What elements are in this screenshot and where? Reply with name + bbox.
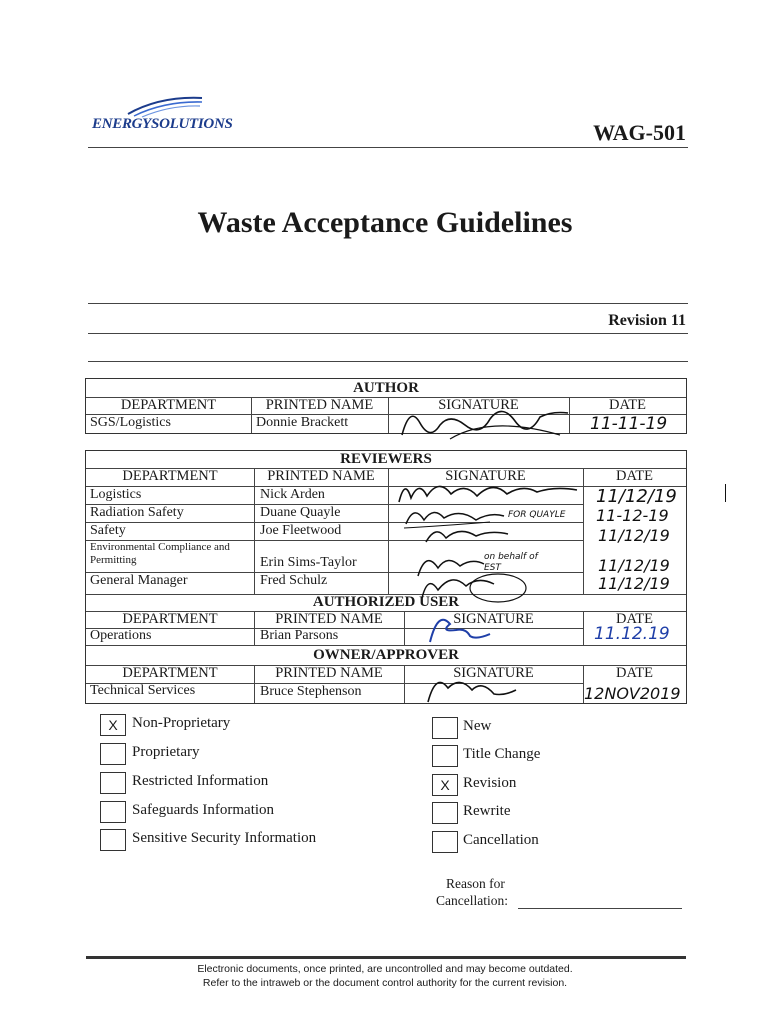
reviewer-date-quayle: 11-12-19: [596, 506, 669, 525]
owner-col-date: DATE: [615, 665, 654, 681]
checkbox-new[interactable]: [432, 717, 458, 739]
reviewer-name: Joe Fleetwood: [260, 523, 342, 538]
reviewer-date-schulz: 11/12/19: [598, 574, 670, 593]
label-new: New: [463, 718, 492, 734]
logo-wordmark: ENERGYSOLUTIONS: [92, 116, 233, 132]
row-divider: [86, 645, 686, 646]
authorized-col-printed-name: PRINTED NAME: [275, 611, 383, 627]
reviewer-note-quayle: FOR QUAYLE: [508, 510, 566, 520]
author-department: SGS/Logistics: [90, 415, 171, 430]
title-rule-2: [88, 333, 688, 334]
reviewer-department: Radiation Safety: [90, 505, 184, 520]
authorized-department: Operations: [90, 628, 152, 643]
reviewers-heading: REVIEWERS: [340, 451, 432, 467]
owner-approver-heading: OWNER/APPROVER: [313, 647, 459, 663]
owner-col-department: DEPARTMENT: [122, 665, 218, 681]
revision-label: Revision 11: [608, 312, 686, 329]
header-rule: [88, 147, 688, 148]
label-non-proprietary: Non-Proprietary: [132, 715, 231, 731]
reviewer-department: General Manager: [90, 573, 188, 588]
authorized-col-date: DATE: [615, 611, 654, 627]
document-number: WAG-501: [593, 120, 686, 145]
authorized-name: Brian Parsons: [260, 628, 339, 643]
checkbox-proprietary[interactable]: [100, 743, 126, 765]
checkbox-non-proprietary[interactable]: X: [100, 714, 126, 736]
reviewers-col-department: DEPARTMENT: [122, 468, 218, 484]
label-title-change: Title Change: [463, 746, 541, 762]
reviewer-name: Duane Quayle: [260, 505, 341, 520]
reviewer-department: Logistics: [90, 487, 142, 502]
author-col-department: DEPARTMENT: [120, 397, 217, 413]
owner-name: Bruce Stephenson: [260, 684, 362, 699]
checkbox-safeguards-information[interactable]: [100, 801, 126, 823]
title-rule-1: [88, 303, 688, 304]
author-name: Donnie Brackett: [256, 415, 349, 430]
document-title: Waste Acceptance Guidelines: [197, 206, 573, 239]
label-revision: Revision: [463, 775, 517, 791]
label-rewrite: Rewrite: [463, 803, 511, 819]
label-safeguards-information: Safeguards Information: [132, 802, 275, 818]
author-col-printed-name: PRINTED NAME: [265, 397, 374, 413]
title-rule-3: [88, 361, 688, 362]
reviewer-date-fleetwood: 11/12/19: [598, 526, 670, 545]
margin-mark: [725, 484, 726, 502]
reason-label-line1: Reason for: [446, 876, 505, 891]
owner-col-printed-name: PRINTED NAME: [275, 665, 383, 681]
reviewer-name: Nick Arden: [260, 487, 325, 502]
reason-input-line[interactable]: [518, 908, 682, 909]
author-col-signature: SIGNATURE: [438, 397, 519, 413]
footer-notice: [0, 962, 770, 990]
owner-department: Technical Services: [90, 683, 196, 698]
authorized-user-heading: AUTHORIZED USER: [312, 594, 460, 610]
authorized-col-department: DEPARTMENT: [122, 611, 218, 627]
reviewer-department: Environmental Compliance and Permitting: [90, 541, 230, 566]
reviewer-note-sims-taylor: on behalf of EST: [484, 552, 538, 573]
owner-signature: [420, 666, 520, 711]
reviewer-department: Safety: [90, 523, 126, 538]
reviewer-date-arden: 11/12/19: [596, 486, 677, 507]
reviewers-col-signature: SIGNATURE: [445, 468, 526, 484]
author-col-date: DATE: [608, 397, 647, 413]
checkbox-restricted-information[interactable]: [100, 772, 126, 794]
footer-line-2: Refer to the intraweb or the document control authority for the current revision.: [202, 977, 568, 989]
authorized-col-signature: SIGNATURE: [453, 611, 534, 627]
checkbox-title-change[interactable]: [432, 745, 458, 767]
checkbox-cancellation[interactable]: [432, 831, 458, 853]
author-signature: [390, 395, 580, 448]
authorized-signature: [420, 604, 500, 651]
col-divider: [388, 468, 389, 594]
reviewer-signature-schulz: [418, 568, 538, 609]
reason-label-line2: Cancellation:: [436, 893, 508, 908]
author-date: 11-11-19: [590, 414, 668, 434]
label-proprietary: Proprietary: [132, 744, 200, 760]
footer-line-1: Electronic documents, once printed, are uncontrolled and may become outdated.: [197, 963, 573, 975]
label-cancellation: Cancellation: [463, 832, 539, 848]
reviewer-date-sims-taylor: 11/12/19: [598, 556, 670, 575]
reviewer-name: Fred Schulz: [260, 573, 328, 588]
label-sensitive-security-information: Sensitive Security Information: [132, 830, 317, 846]
footer-rule: [86, 956, 686, 959]
author-heading: AUTHOR: [353, 380, 419, 396]
checkbox-rewrite[interactable]: [432, 802, 458, 824]
reviewer-name: Erin Sims-Taylor: [260, 555, 357, 570]
col-divider: [254, 468, 255, 594]
reviewers-col-printed-name: PRINTED NAME: [267, 468, 375, 484]
label-restricted-information: Restricted Information: [132, 773, 269, 789]
owner-date: 12NOV2019: [584, 684, 681, 703]
reviewers-col-date: DATE: [615, 468, 654, 484]
checkbox-revision[interactable]: X: [432, 774, 458, 796]
checkbox-sensitive-security-information[interactable]: [100, 829, 126, 851]
owner-col-signature: SIGNATURE: [453, 665, 534, 681]
authorized-date: 11.12.19: [594, 624, 670, 644]
